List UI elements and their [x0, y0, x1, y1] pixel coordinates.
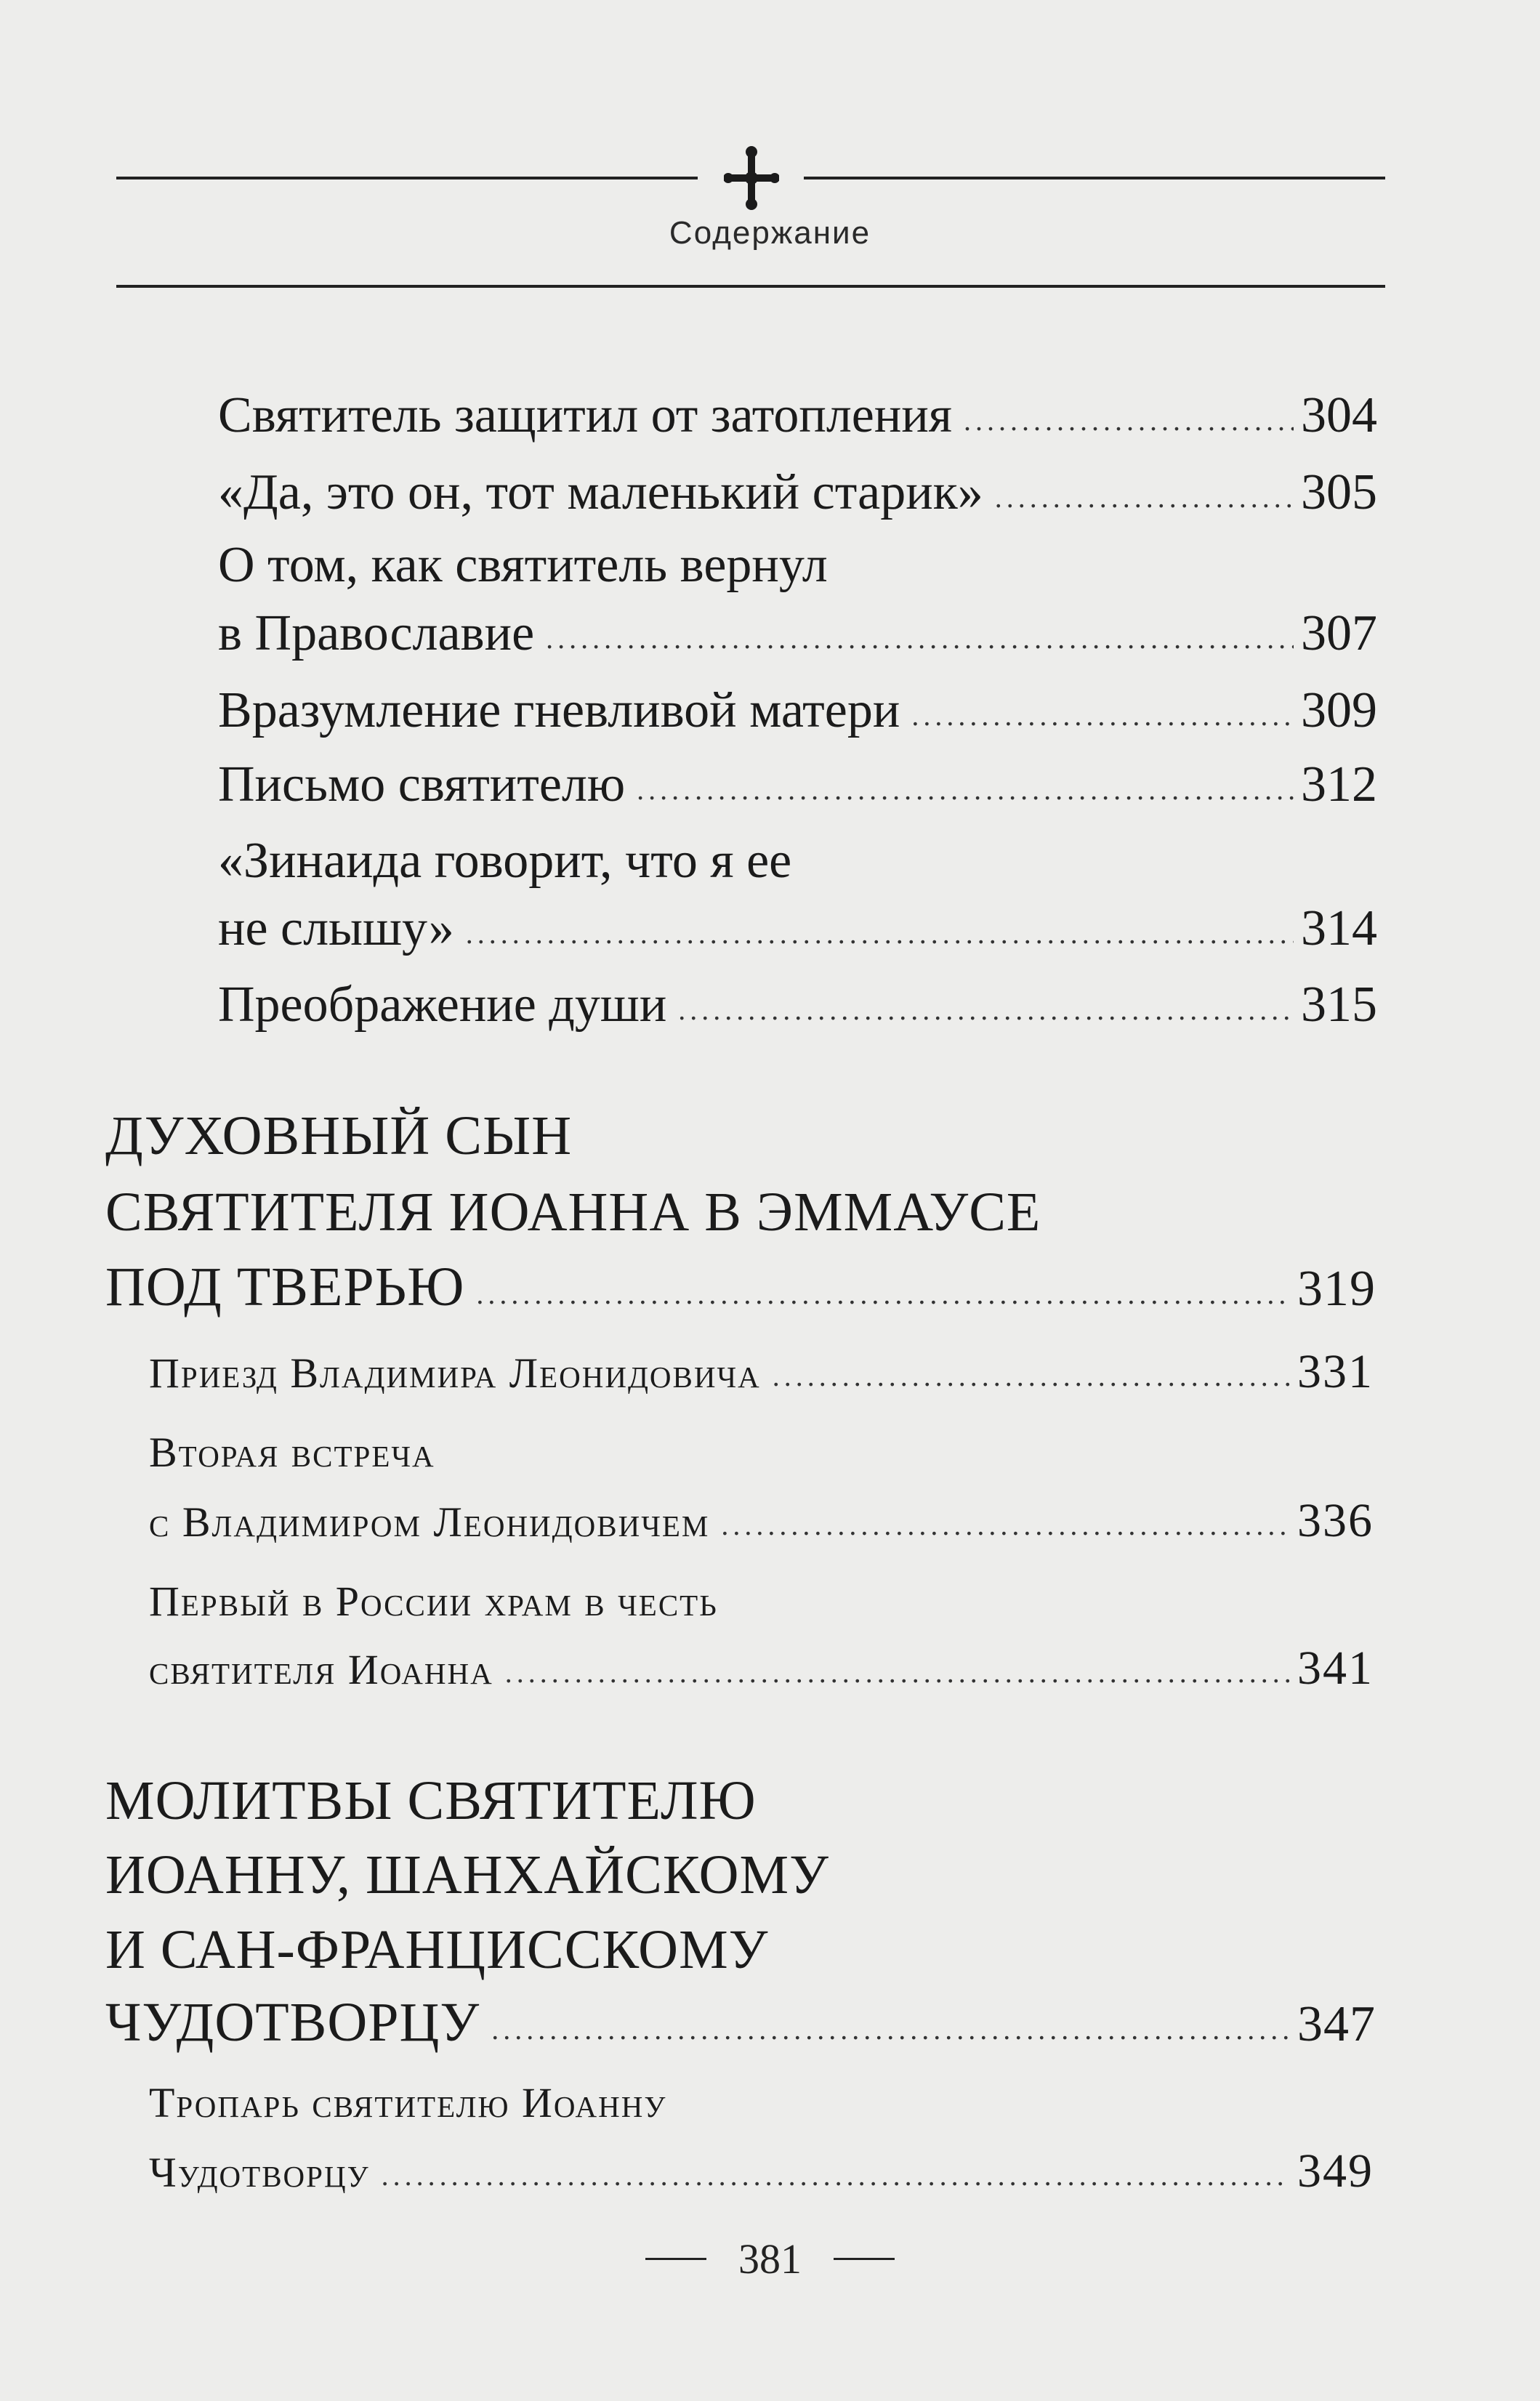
footer-dash-right — [834, 2258, 895, 2260]
toc-entry-title: «Зинаида говорит, что я ее — [218, 833, 792, 889]
toc-subentry-line1[interactable] — [149, 1577, 1374, 1626]
toc-entry-title: в Православие — [218, 605, 535, 661]
leader-dots — [637, 772, 1294, 807]
toc-entry[interactable] — [218, 387, 1377, 445]
toc-entry-title: Письмо святителю — [218, 756, 626, 812]
leader-dots — [773, 1359, 1290, 1393]
section-heading-line1[interactable] — [105, 1105, 1376, 1168]
running-head: Содержание — [669, 215, 871, 251]
section-heading-line2[interactable] — [105, 1844, 1376, 1907]
page-number: 381 — [738, 2235, 802, 2283]
toc-entry-title: Святитель защитил от затопления — [218, 387, 952, 443]
toc-entry[interactable] — [218, 976, 1377, 1034]
toc-subentry[interactable] — [149, 2144, 1374, 2199]
toc-entry-title: Преображение души — [218, 977, 667, 1033]
leader-dots — [476, 1277, 1290, 1311]
section-title: ПОД ТВЕРЬЮ — [105, 1256, 465, 1317]
toc-entry-page: 314 — [1301, 900, 1377, 956]
toc-subentry-title: Приезд Владимира Леонидовича — [149, 1349, 761, 1397]
section-page: 347 — [1297, 1996, 1376, 2052]
toc-entry-line1[interactable] — [218, 832, 1377, 890]
toc-subentry[interactable] — [149, 1493, 1374, 1549]
toc-entry-page: 315 — [1301, 977, 1377, 1033]
leader-dots — [678, 993, 1294, 1027]
footer-dash-left — [645, 2258, 706, 2260]
toc-entry-page: 309 — [1301, 682, 1377, 738]
section-heading[interactable] — [105, 1991, 1376, 2054]
toc-entry-page: 304 — [1301, 387, 1377, 443]
toc-entry[interactable] — [218, 464, 1377, 522]
section-heading-line3[interactable] — [105, 1918, 1376, 1982]
leader-dots — [382, 2158, 1290, 2192]
leader-dots — [466, 916, 1294, 951]
section-title: СВЯТИТЕЛЯ ИОАННА В ЭММАУСЕ — [105, 1182, 1041, 1243]
toc-subentry-title: Тропарь святителю Иоанну — [149, 2079, 667, 2126]
toc-entry[interactable] — [218, 605, 1377, 663]
page-footer — [0, 2235, 1540, 2283]
toc-entry-page: 307 — [1301, 605, 1377, 661]
toc-entry-title: Вразумление гневливой матери — [218, 682, 900, 738]
section-title: МОЛИТВЫ СВЯТИТЕЛЮ — [105, 1770, 757, 1831]
leader-dots — [505, 1655, 1290, 1690]
leader-dots — [546, 621, 1294, 655]
leader-dots — [995, 480, 1294, 514]
leader-dots — [911, 698, 1294, 733]
toc-subentry[interactable] — [149, 1344, 1374, 1400]
toc-entry-title: «Да, это он, тот маленький старик» — [218, 464, 983, 520]
toc-subentry-page: 341 — [1297, 1642, 1374, 1695]
leader-dots — [964, 403, 1294, 437]
toc-subentry-title: святителя Иоанна — [149, 1646, 493, 1693]
toc-subentry-line1[interactable] — [149, 1428, 1374, 1477]
toc-entry-title: не слышу» — [218, 900, 454, 956]
section-heading-line2[interactable] — [105, 1181, 1376, 1244]
leader-dots — [721, 1508, 1290, 1542]
toc-entry-page: 305 — [1301, 464, 1377, 520]
toc-entry-title: О том, как святитель вернул — [218, 537, 828, 593]
section-title: И САН-ФРАНЦИССКОМУ — [105, 1919, 769, 1980]
section-heading[interactable] — [105, 1256, 1376, 1319]
toc-subentry[interactable] — [149, 1641, 1374, 1696]
leader-dots — [491, 2012, 1290, 2046]
section-title: ИОАННУ, ШАНХАЙСКОМУ — [105, 1844, 829, 1905]
toc-subentry-page: 331 — [1297, 1345, 1374, 1398]
toc-entry[interactable] — [218, 756, 1377, 814]
toc-subentry-title: с Владимиром Леонидовичем — [149, 1498, 710, 1546]
toc-entry-page: 312 — [1301, 756, 1377, 812]
toc-entry[interactable] — [218, 682, 1377, 740]
toc-entry-line1[interactable] — [218, 536, 1377, 594]
toc-subentry-title: Чудотворцу — [149, 2149, 370, 2196]
section-page: 319 — [1297, 1261, 1376, 1317]
toc-subentry-title: Вторая встреча — [149, 1429, 435, 1476]
toc-entry[interactable] — [218, 900, 1377, 958]
section-title: ДУХОВНЫЙ СЫН — [105, 1105, 573, 1166]
section-heading-line1[interactable] — [105, 1770, 1376, 1833]
toc-subentry-page: 349 — [1297, 2144, 1374, 2198]
toc-subentry-line1[interactable] — [149, 2078, 1374, 2127]
section-title: ЧУДОТВОРЦУ — [105, 1992, 480, 2053]
toc-subentry-title: Первый в России храм в честь — [149, 1578, 718, 1625]
toc-subentry-page: 336 — [1297, 1494, 1374, 1547]
